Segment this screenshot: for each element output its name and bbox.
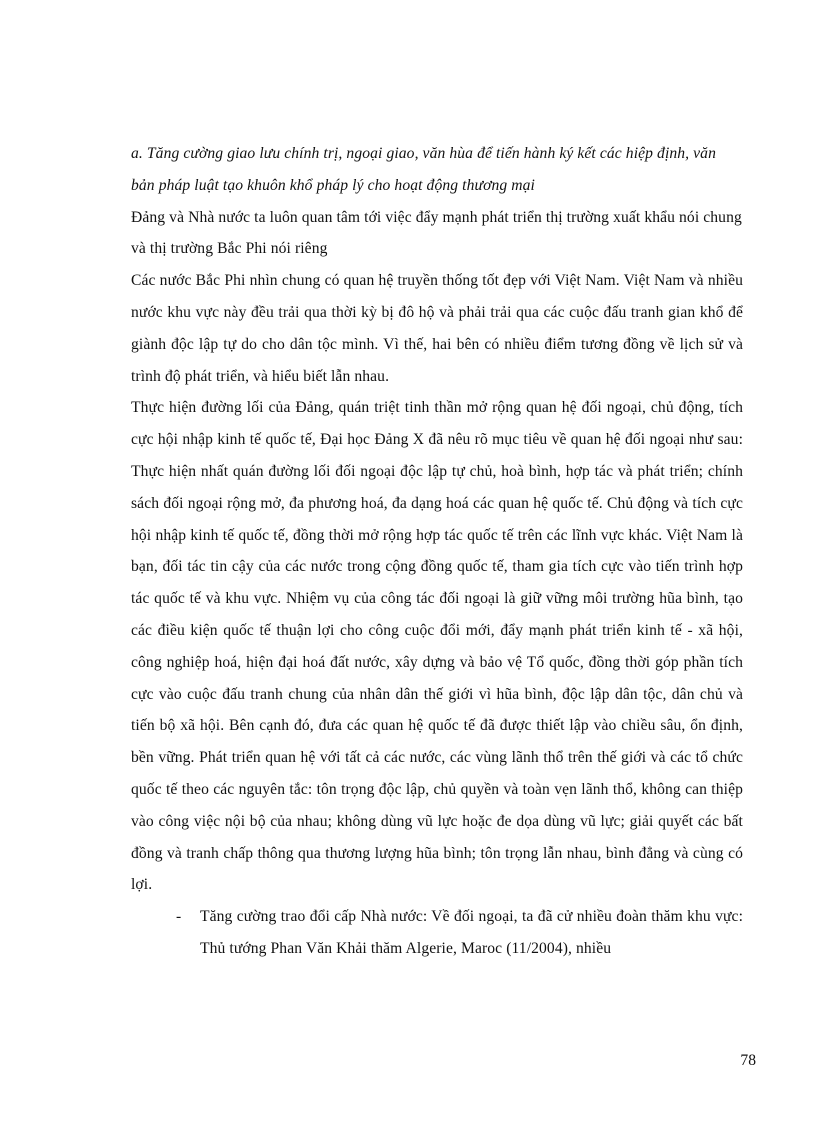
paragraph-foreign-policy: Thực hiện đường lối của Đảng, quán triệt tinh thần mở rộng quan hệ đối ngoại, chủ động, tích cực hội nhập kinh tế quốc tế, Đại học Đảng X đã nêu rõ mục tiêu về quan hệ đối ngoại như sau: Thực hiện nhất quán đường lối đối ngoại độc lập tự chủ, hoà bình, hợp tác và phát triển; chính sách đối ngoại rộng mở, đa phương hoá, đa dạng hoá các quan hệ quốc tế. Chủ động và tích cực hội nhập kinh tế quốc tế, đồng thời mở rộng hợp tác quốc tế trên các lĩnh vực khác. Việt Nam là bạn, đối tác tin cậy của các nước trong cộng đồng quốc tế, tham gia tích cực vào tiến trình hợp tác quốc tế và khu vực. Nhiệm vụ của công tác đối ngoại là giữ vững môi trường hũa bình, tạo các điều kiện quốc tế thuận lợi cho công cuộc đổi mới, đẩy mạnh phát triển kinh tế - xã hội, công nghiệp hoá, hiện đại hoá đất nước, xây dựng và bảo vệ Tổ quốc, đồng thời góp phần tích cực vào cuộc đấu tranh chung của nhân dân thế giới vì hũa bình, độc lập dân tộc, dân chủ và tiến bộ xã hội. Bên cạnh đó, đưa các quan hệ quốc tế đã được thiết lập vào chiều sâu, ổn định, bền vững. Phát triển quan hệ với tất cả các nước, các vùng lãnh thổ trên thế giới và các tổ chức quốc tế theo các nguyên tắc: tôn trọng độc lập, chủ quyền và toàn vẹn lãnh thổ, không can thiệp vào công việc nội bộ của nhau; không dùng vũ lực hoặc đe dọa dùng vũ lực; giải quyết các bất đồng và tranh chấp thông qua thương lượng hũa bình; tôn trọng lẫn nhau, bình đẳng và cùng có lợi. xyxy=(131,399,743,894)
page-body xyxy=(131,138,743,965)
bullet-marker: - xyxy=(176,908,182,926)
bullet-item xyxy=(131,901,743,965)
paragraph-intro: Đảng và Nhà nước ta luôn quan tâm tới việc đẩy mạnh phát triển thị trường xuất khẩu nói chung và thị trường Bắc Phi nói riêng xyxy=(131,208,742,258)
paragraph-relations: Các nước Bắc Phi nhìn chung có quan hệ truyền thống tốt đẹp với Việt Nam. Việt Nam và nhiều nước khu vực này đều trải qua thời kỳ bị đô hộ và phải trải qua các cuộc đấu tranh gian khổ để giành độc lập tự do cho dân tộc mình. Vì thế, hai bên có nhiều điểm tương đồng về lịch sử và trình độ phát triển, và hiểu biết lẫn nhau. xyxy=(131,272,743,385)
section-heading: a. Tăng cường giao lưu chính trị, ngoại giao, văn hùa để tiến hành ký kết các hiệp định, văn bản pháp luật tạo khuôn khổ pháp lý cho hoạt động thương mại xyxy=(131,145,716,194)
bullet-text: Tăng cường trao đổi cấp Nhà nước: Về đối ngoại, ta đã cử nhiều đoàn thăm khu vực: Thủ tướng Phan Văn Khải thăm Algerie, Maroc (11/2004), nhiều xyxy=(200,908,743,957)
page-number: 78 xyxy=(740,1052,756,1069)
